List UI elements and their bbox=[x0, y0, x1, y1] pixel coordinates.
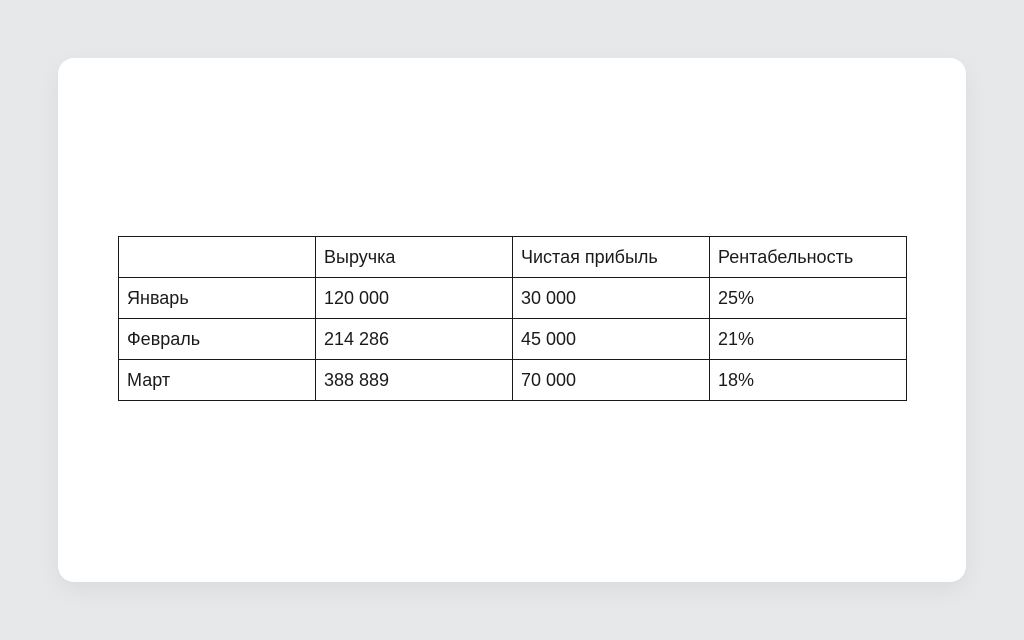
net-profit-cell: 30 000 bbox=[513, 278, 710, 319]
revenue-cell: 120 000 bbox=[316, 278, 513, 319]
revenue-cell: 214 286 bbox=[316, 319, 513, 360]
table-row bbox=[119, 278, 907, 319]
content-card bbox=[58, 58, 966, 582]
row-label: Февраль bbox=[119, 319, 316, 360]
row-label: Март bbox=[119, 360, 316, 401]
header-cell-net-profit: Чистая прибыль bbox=[513, 237, 710, 278]
net-profit-cell: 70 000 bbox=[513, 360, 710, 401]
net-profit-cell: 45 000 bbox=[513, 319, 710, 360]
table-row bbox=[119, 360, 907, 401]
data-table bbox=[118, 236, 907, 401]
header-cell-profitability: Рентабельность bbox=[710, 237, 907, 278]
profitability-cell: 25% bbox=[710, 278, 907, 319]
revenue-cell: 388 889 bbox=[316, 360, 513, 401]
table-header-row bbox=[119, 237, 907, 278]
profitability-cell: 18% bbox=[710, 360, 907, 401]
header-cell-empty bbox=[119, 237, 316, 278]
profitability-cell: 21% bbox=[710, 319, 907, 360]
table-row bbox=[119, 319, 907, 360]
row-label: Январь bbox=[119, 278, 316, 319]
header-cell-revenue: Выручка bbox=[316, 237, 513, 278]
